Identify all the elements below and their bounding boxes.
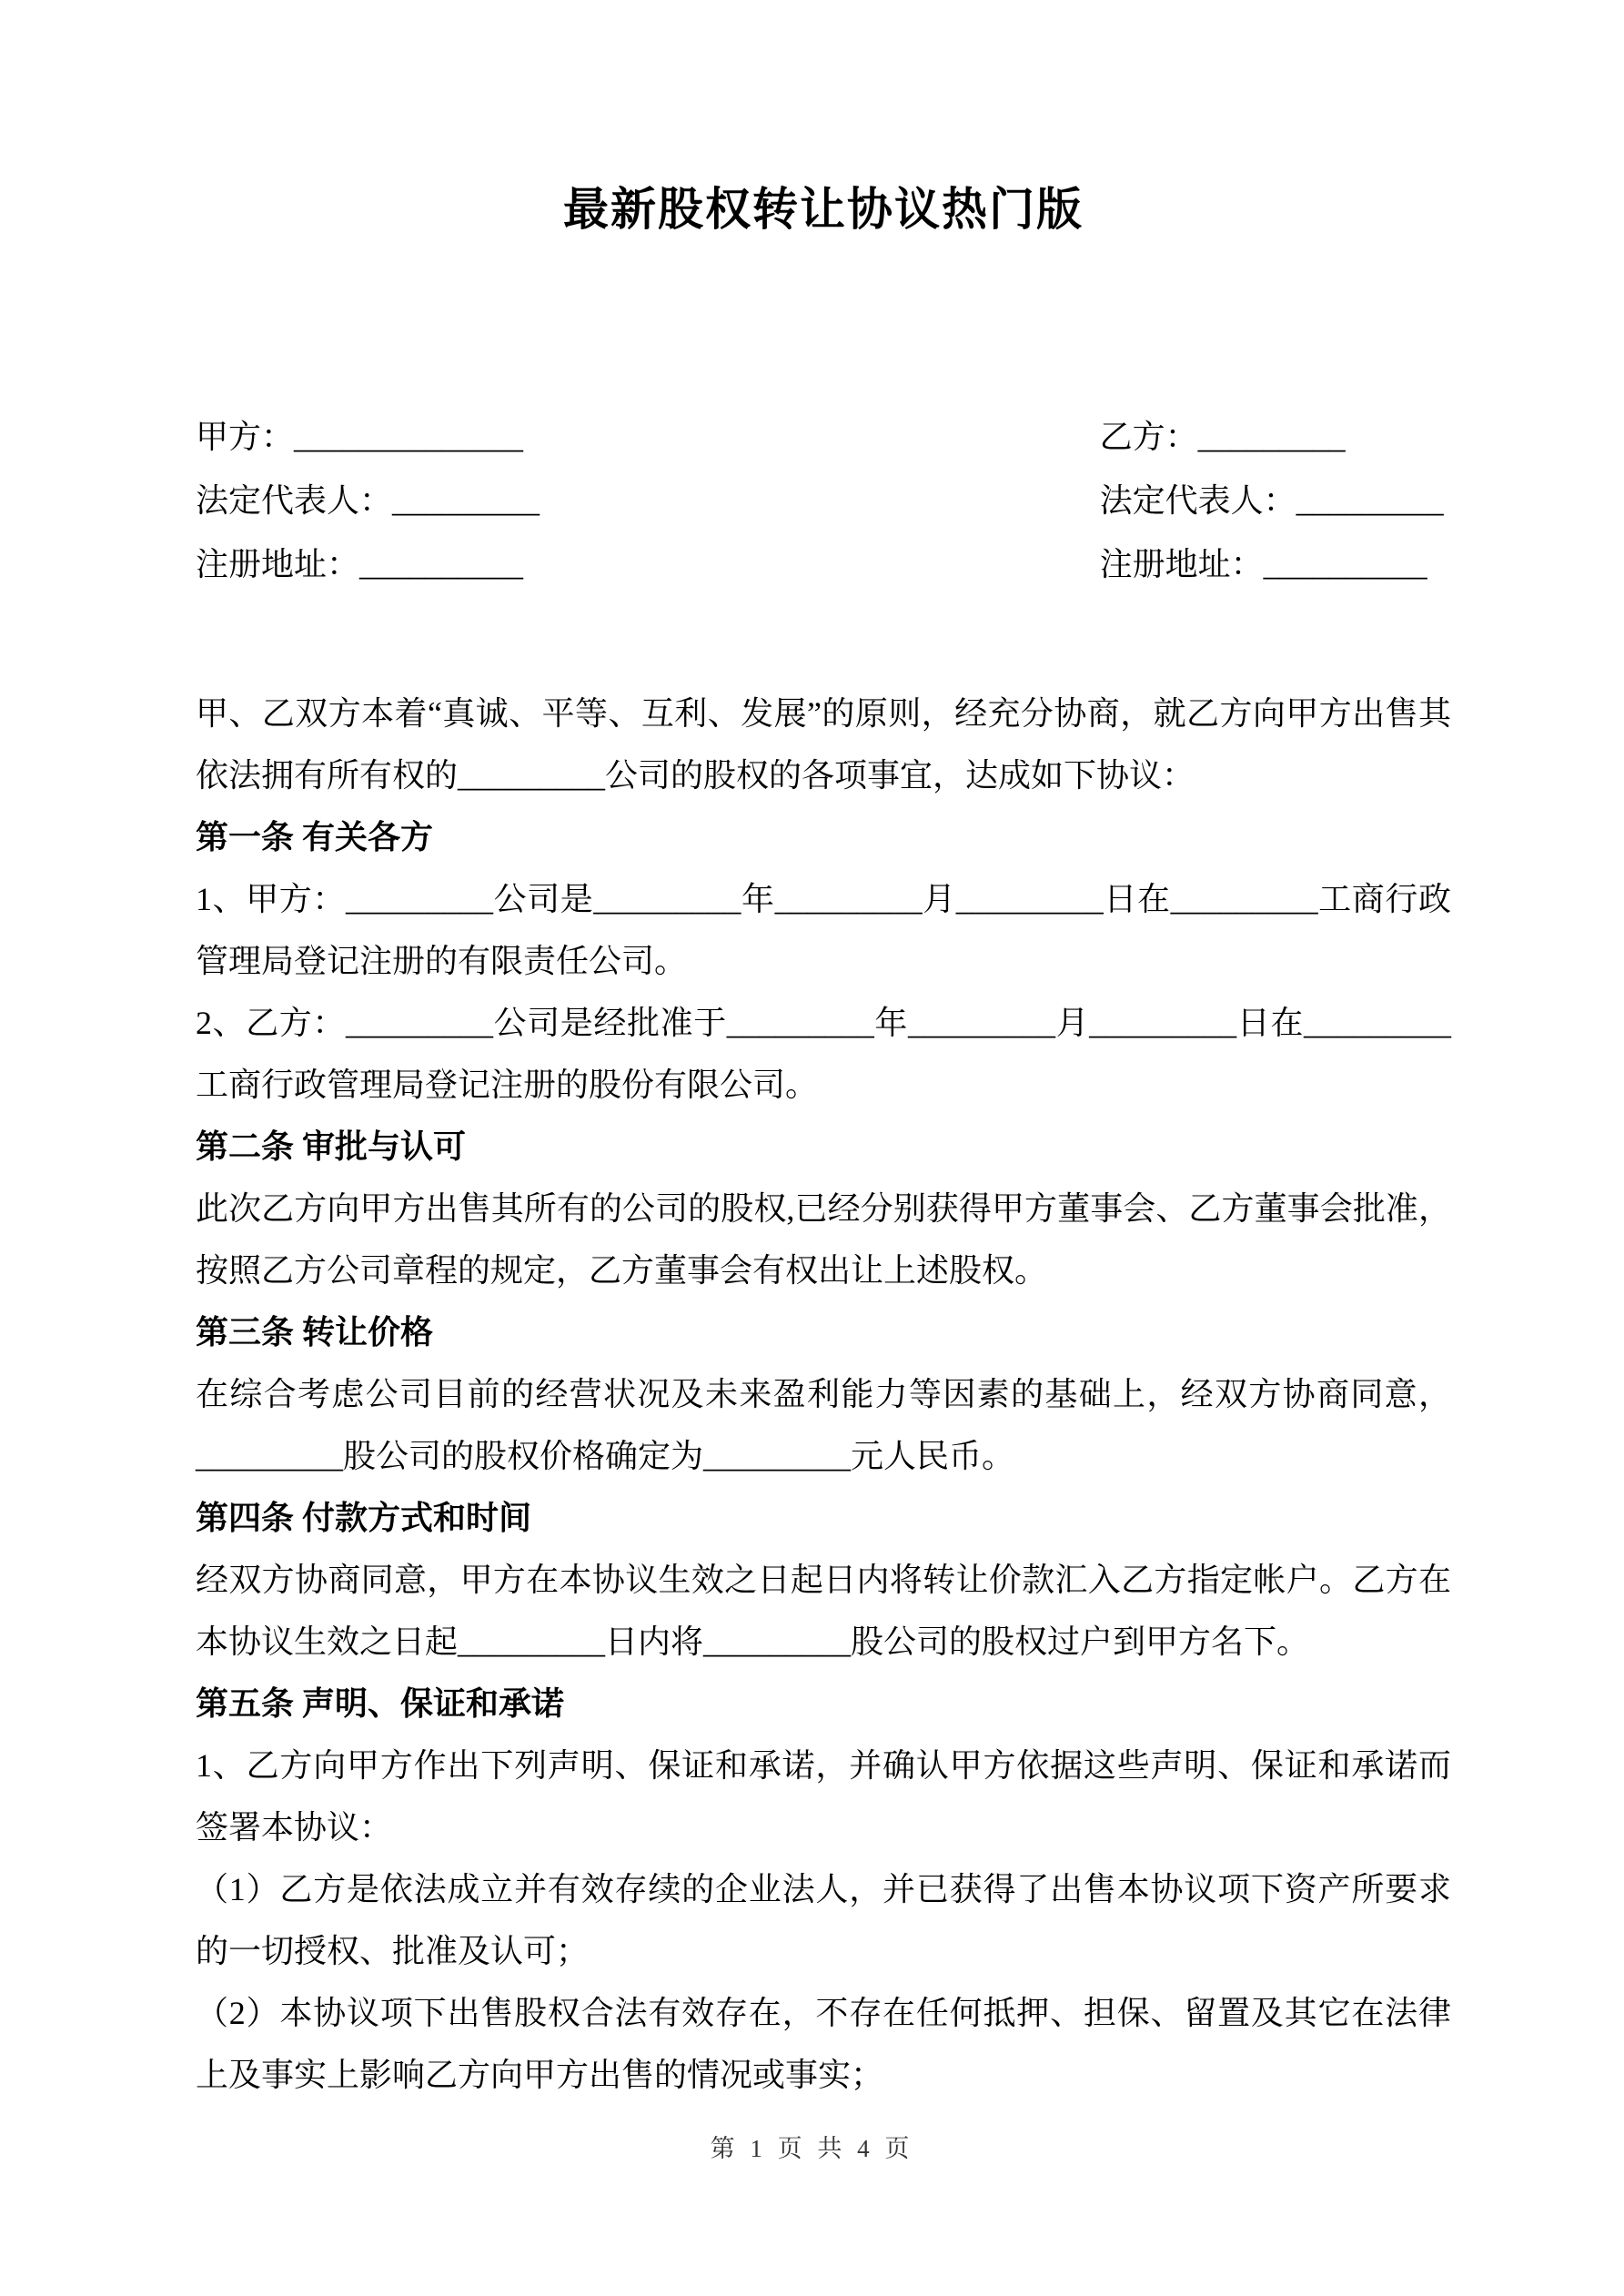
party-row	[196, 469, 1451, 532]
party-b-name-field: 乙方：_________	[1099, 419, 1346, 455]
clause-5-heading: 第五条 声明、保证和承诺	[196, 1685, 565, 1722]
clause-2-heading: 第二条 审批与认可	[196, 1128, 467, 1165]
clause-4-body: 经双方协商同意，甲方在本协议生效之日起日内将转让价款汇入乙方指定帐户。乙方在本协议生效之日起_________日内将_________股公司的股权过户到甲方名下。	[196, 1562, 1451, 1660]
document-title: 最新股权转让协议热门版	[563, 184, 1084, 235]
party-a-address-field: 注册地址：__________	[196, 546, 524, 582]
preamble-paragraph: 甲、乙双方本着“真诚、平等、互利、发展”的原则，经充分协商，就乙方向甲方出售其依法拥有所有权的_________公司的股权的各项事宜，达成如下协议：	[196, 695, 1451, 794]
clause-1-item-1: 1、甲方：_________公司是_________年_________月_________日在_________工商行政管理局登记注册的有限责任公司。	[196, 881, 1451, 979]
clause-4-heading: 第四条 付款方式和时间	[196, 1500, 532, 1536]
clause-2-body: 此次乙方向甲方出售其所有的公司的股权,已经分别获得甲方董事会、乙方董事会批准，按照乙方公司章程的规定，乙方董事会有权出让上述股权。	[196, 1190, 1451, 1289]
party-a-legal-rep-field: 法定代表人：_________	[196, 482, 540, 519]
parties-block	[196, 405, 1451, 596]
party-b-legal-rep-field: 法定代表人：_________	[1099, 482, 1444, 519]
clause-3-heading: 第三条 转让价格	[196, 1314, 434, 1350]
clause-5-subitem-2: （2）本协议项下出售股权合法有效存在，不存在任何抵押、担保、留置及其它在法律上及事实上影响乙方向甲方出售的情况或事实；	[196, 1995, 1451, 2093]
clause-3-body: 在综合考虑公司目前的经营状况及未来盈利能力等因素的基础上，经双方协商同意，_________股公司的股权价格确定为_________元人民币。	[196, 1376, 1451, 1474]
party-row	[196, 532, 1451, 596]
page-number-footer: 第 1 页 共 4 页	[710, 2135, 914, 2162]
party-row	[196, 405, 1451, 469]
party-b-address-field: 注册地址：__________	[1099, 546, 1427, 582]
party-a-name-field: 甲方：______________	[196, 419, 524, 455]
clause-5-subitem-1: （1）乙方是依法成立并有效存续的企业法人，并已获得了出售本协议项下资产所要求的一切授权、批准及认可；	[196, 1871, 1451, 1969]
clause-1-heading: 第一条 有关各方	[196, 819, 434, 855]
clause-1-item-2: 2、乙方：_________公司是经批准于_________年_________月_________日在_________工商行政管理局登记注册的股份有限公司。	[196, 1005, 1451, 1103]
clause-5-item-1: 1、乙方向甲方作出下列声明、保证和承诺，并确认甲方依据这些声明、保证和承诺而签署本协议：	[196, 1747, 1451, 1846]
document-body	[196, 683, 1451, 2106]
